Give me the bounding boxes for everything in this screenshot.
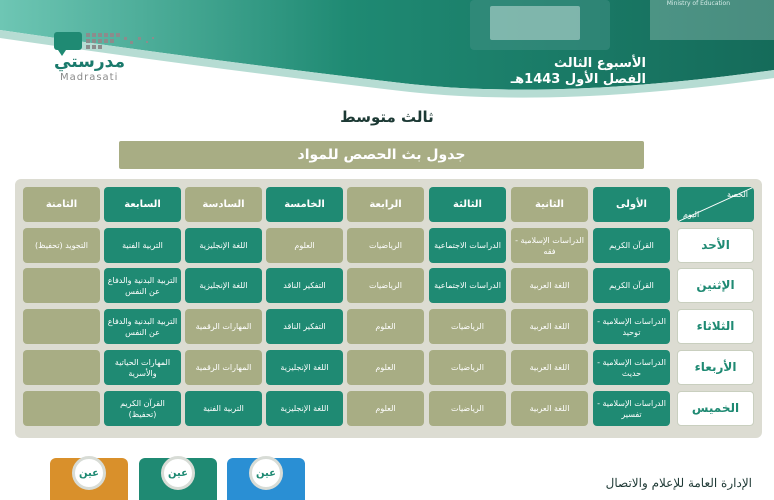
timetable (15, 179, 762, 438)
period-header: السادسة (185, 187, 262, 222)
empty-slot (23, 391, 100, 426)
subject-cell[interactable]: المهارات الرقمية (185, 350, 262, 385)
subject-cell[interactable]: العلوم (347, 309, 424, 344)
subject-cell[interactable]: الدراسات الإسلامية - فقه (511, 228, 588, 263)
subject-cell[interactable]: اللغة العربية (511, 391, 588, 426)
subject-cell[interactable]: الرياضيات (429, 309, 506, 344)
subject-cell[interactable]: اللغة الإنجليزية (185, 268, 262, 303)
subject-cell[interactable]: العلوم (347, 391, 424, 426)
day-label: الخميس (677, 391, 754, 426)
week-line-1: الأسبوع الثالث (554, 56, 646, 71)
corner-period-label: الحصة (726, 190, 748, 199)
corner-day-label: اليوم (683, 210, 700, 219)
ain-badge-blue[interactable] (227, 458, 305, 500)
subject-cell[interactable]: الدراسات الاجتماعية (429, 228, 506, 263)
subject-cell[interactable]: التربية الفنية (104, 228, 181, 263)
subject-cell[interactable]: اللغة العربية (511, 268, 588, 303)
day-label: الأربعاء (677, 350, 754, 385)
subject-cell[interactable]: اللغة الإنجليزية (266, 391, 343, 426)
empty-slot (23, 268, 100, 303)
ain-badge-green[interactable] (139, 458, 217, 500)
subject-cell[interactable]: الدراسات الإسلامية - حديث (593, 350, 670, 385)
ain-logo-icon: عين (72, 456, 106, 490)
ain-logo-icon: عين (249, 456, 283, 490)
period-header: السابعة (104, 187, 181, 222)
subject-cell[interactable]: القرآن الكريم (تحفيظ) (104, 391, 181, 426)
week-line-2: الفصل الأول 1443هـ (510, 72, 646, 87)
schedule-subtitle: جدول بث الحصص للمواد (119, 141, 644, 169)
subject-cell[interactable]: المهارات الحياتية والأسرية (104, 350, 181, 385)
logo-arabic-text: مدرستي (54, 52, 125, 72)
subject-cell[interactable]: القرآن الكريم (593, 228, 670, 263)
corner-header (677, 187, 754, 222)
subject-cell[interactable]: التربية البدنية والدفاع عن النفس (104, 309, 181, 344)
day-label: الإثنين (677, 268, 754, 303)
ain-logo-icon: عين (161, 456, 195, 490)
subject-cell[interactable]: اللغة العربية (511, 309, 588, 344)
period-header: الثانية (511, 187, 588, 222)
week-info (511, 56, 646, 88)
day-label: الثلاثاء (677, 309, 754, 344)
subject-cell[interactable]: العلوم (266, 228, 343, 263)
subject-cell[interactable]: الدراسات الإسلامية - تفسير (593, 391, 670, 426)
grade-title: ثالث متوسط (340, 108, 434, 126)
empty-slot (23, 309, 100, 344)
subject-cell[interactable]: التجويد (تحفيظ) (23, 228, 100, 263)
subject-cell[interactable]: التفكير الناقد (266, 268, 343, 303)
subject-cell[interactable]: التربية الفنية (185, 391, 262, 426)
empty-slot (23, 350, 100, 385)
subject-cell[interactable]: اللغة الإنجليزية (266, 350, 343, 385)
day-label: الأحد (677, 228, 754, 263)
period-header: الأولى (593, 187, 670, 222)
subject-cell[interactable]: التفكير الناقد (266, 309, 343, 344)
logo-english-text: Madrasati (60, 72, 119, 83)
period-header: الثالثة (429, 187, 506, 222)
period-header: الثامنة (23, 187, 100, 222)
subject-cell[interactable]: الرياضيات (347, 268, 424, 303)
subject-cell[interactable]: التربية البدنية والدفاع عن النفس (104, 268, 181, 303)
period-header: الخامسة (266, 187, 343, 222)
ain-badge-orange[interactable] (50, 458, 128, 500)
subject-cell[interactable]: الرياضيات (347, 228, 424, 263)
subject-cell[interactable]: اللغة العربية (511, 350, 588, 385)
subject-cell[interactable]: المهارات الرقمية (185, 309, 262, 344)
subject-cell[interactable]: العلوم (347, 350, 424, 385)
department-label: الإدارة العامة للإعلام والاتصال (605, 476, 752, 490)
subject-cell[interactable]: اللغة الإنجليزية (185, 228, 262, 263)
subject-cell[interactable]: الرياضيات (429, 391, 506, 426)
subject-cell[interactable]: الدراسات الاجتماعية (429, 268, 506, 303)
ministry-label: Ministry of Education (666, 0, 730, 7)
subject-cell[interactable]: الرياضيات (429, 350, 506, 385)
period-header: الرابعة (347, 187, 424, 222)
subject-cell[interactable]: القرآن الكريم (593, 268, 670, 303)
subject-cell[interactable]: الدراسات الإسلامية - توحيد (593, 309, 670, 344)
